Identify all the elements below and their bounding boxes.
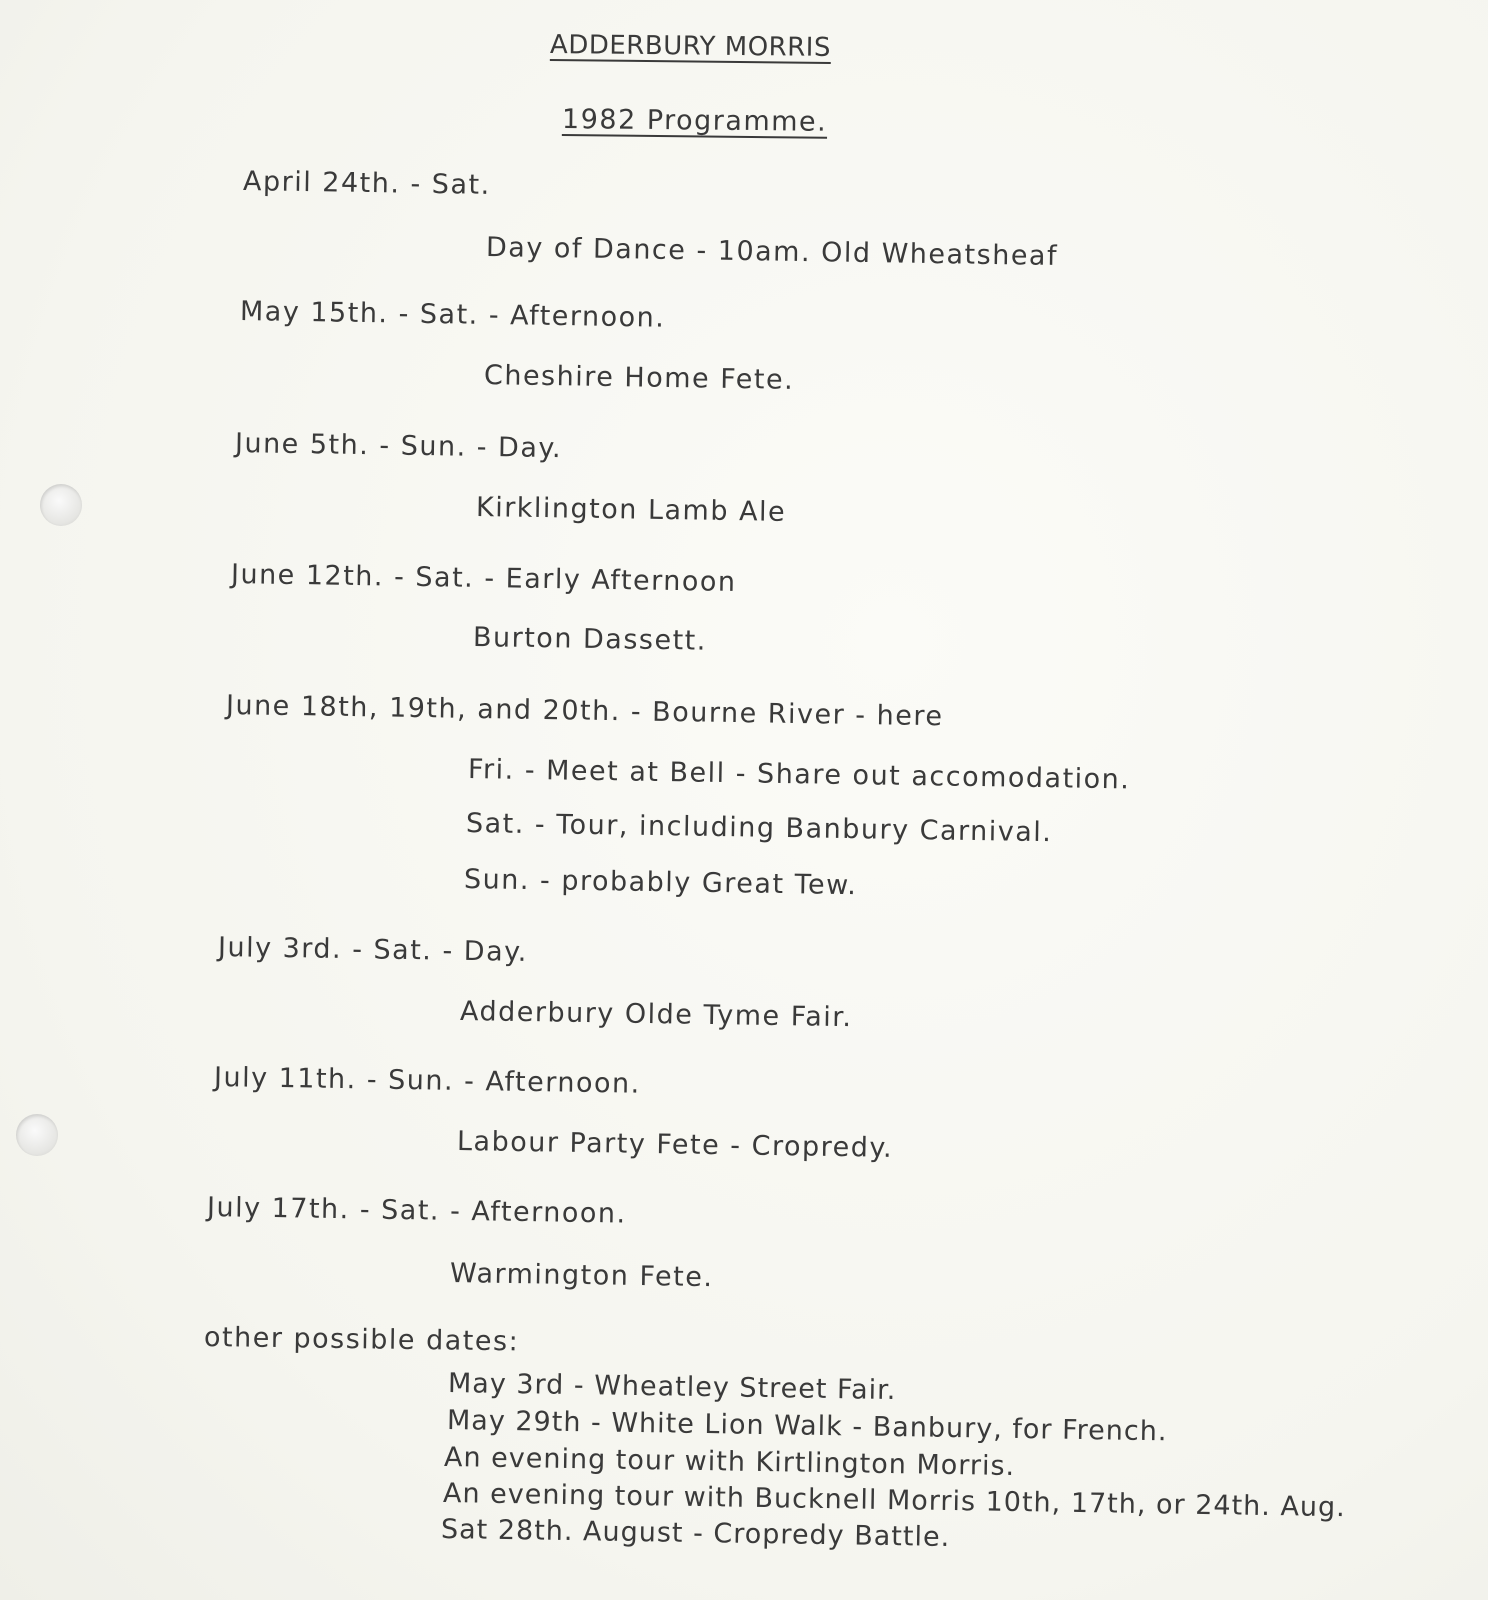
entry-event: Fri. - Meet at Bell - Share out accomodation. xyxy=(467,754,1131,796)
entry-date: June 18th, 19th, and 20th. - Bourne River - here xyxy=(225,690,944,733)
entry-date: July 17th. - Sat. - Afternoon. xyxy=(206,1192,627,1230)
entry-date: July 3rd. - Sat. - Day. xyxy=(217,932,529,968)
entry-event: Cheshire Home Fete. xyxy=(483,360,795,396)
other-date-item: May 3rd - Wheatley Street Fair. xyxy=(447,1368,897,1407)
entry-date: June 12th. - Sat. - Early Afternoon xyxy=(230,559,737,598)
other-date-item: An evening tour with Kirtlington Morris. xyxy=(443,1442,1016,1482)
entry-date: May 15th. - Sat. - Afternoon. xyxy=(239,296,666,334)
entry-event: Sat. - Tour, including Banbury Carnival. xyxy=(465,808,1053,849)
document-title: ADDERBURY MORRIS xyxy=(549,30,832,63)
document-subtitle: 1982 Programme. xyxy=(561,104,828,138)
entry-date: June 5th. - Sun. - Day. xyxy=(234,428,563,465)
entry-event: Burton Dassett. xyxy=(472,622,708,657)
entry-event: Sun. - probably Great Tew. xyxy=(463,864,858,902)
entry-event: Adderbury Olde Tyme Fair. xyxy=(459,996,853,1034)
entry-event: Warmington Fete. xyxy=(449,1258,714,1294)
entry-event: Labour Party Fete - Cropredy. xyxy=(456,1126,894,1164)
entry-event: Kirklington Lamb Ale xyxy=(475,492,787,528)
other-dates-heading: other possible dates: xyxy=(203,1322,520,1358)
entry-date: July 11th. - Sun. - Afternoon. xyxy=(213,1062,641,1100)
entry-event: Day of Dance - 10am. Old Wheatsheaf xyxy=(485,232,1059,272)
entry-date: April 24th. - Sat. xyxy=(242,166,491,201)
other-date-item: May 29th - White Lion Walk - Banbury, for French. xyxy=(446,1405,1168,1448)
punch-hole xyxy=(40,484,82,526)
punch-hole xyxy=(16,1114,58,1156)
other-date-item: An evening tour with Bucknell Morris 10th, 17th, or 24th. Aug. xyxy=(442,1478,1347,1524)
other-date-item: Sat 28th. August - Cropredy Battle. xyxy=(440,1514,951,1553)
